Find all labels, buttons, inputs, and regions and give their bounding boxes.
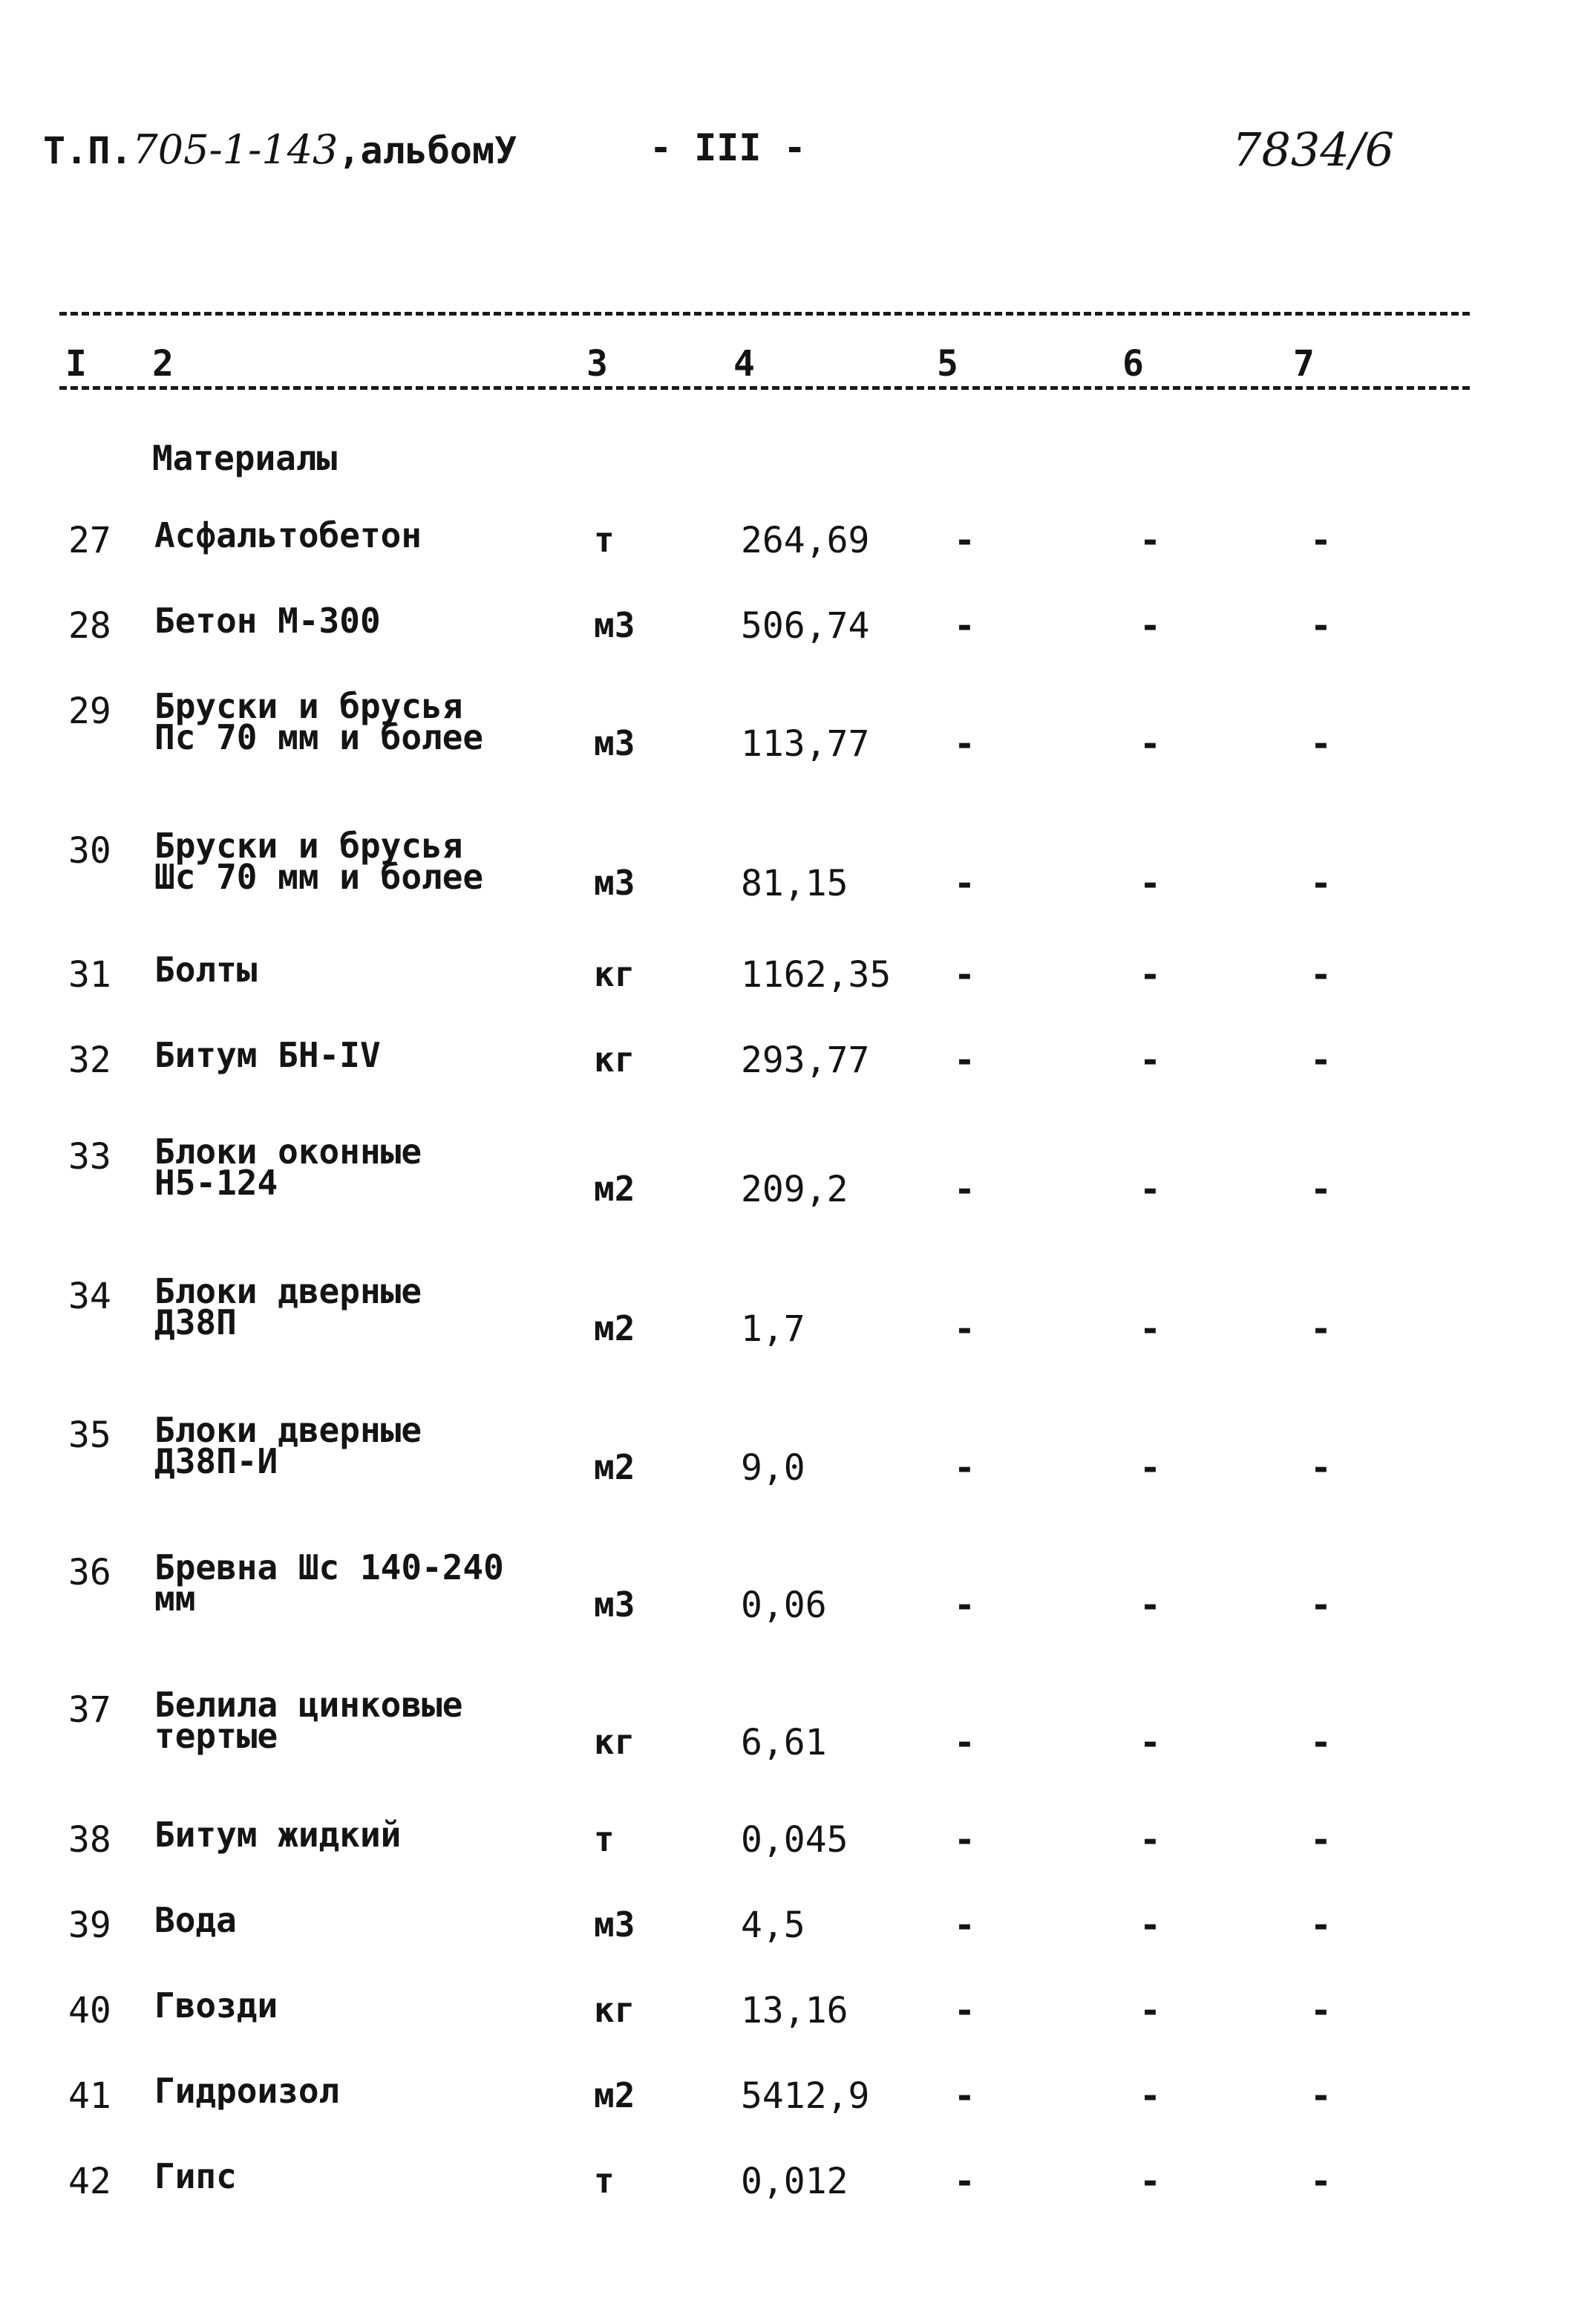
table-row [0,1547,1570,1626]
column-6-cell: - [1139,1990,1161,2031]
column-6-cell: - [1139,2075,1161,2117]
quantity-cell: 209,2 [741,1169,848,1210]
column-6-cell: - [1139,2161,1161,2202]
material-name: Блоки оконные Н5-124 [154,1132,422,1203]
table-row [0,826,1570,904]
material-name: Битум жидкий [154,1815,402,1855]
unit-cell: кг [594,954,635,994]
table-row [0,1685,1570,1763]
material-name: Белила цинковые тертые [154,1685,463,1756]
unit-cell: м3 [594,723,635,763]
unit-cell: м2 [594,1447,635,1487]
unit-cell: м3 [594,1904,635,1945]
table-top-rule [59,312,1470,316]
row-number: 29 [68,691,111,732]
quantity-cell: 506,74 [741,605,870,647]
column-7-cell: - [1310,1722,1332,1763]
column-6-cell: - [1139,520,1161,561]
column-5-cell: - [954,2161,975,2202]
table-row [0,1900,1570,1979]
row-number: 27 [68,520,111,561]
column-6-cell: - [1139,1039,1161,1081]
column-6-cell: - [1139,1904,1161,1946]
unit-cell: кг [594,1722,635,1762]
column-6-cell: - [1139,954,1161,996]
column-5-cell: - [954,863,975,904]
material-name: Болты [154,950,258,990]
row-number: 39 [68,1904,111,1946]
quantity-cell: 1,7 [741,1308,805,1350]
column-7-cell: - [1310,1584,1332,1626]
table-row [0,2071,1570,2150]
project-number: 705-1-143 [132,126,338,173]
table-row [0,950,1570,1028]
column-6-cell: - [1139,1169,1161,1210]
material-name: Асфальтобетон [154,515,422,555]
quantity-cell: 13,16 [741,1990,848,2031]
quantity-cell: 1162,35 [741,954,892,996]
row-number: 31 [68,954,111,996]
table-row [0,1271,1570,1350]
table-row [0,2156,1570,2235]
row-number: 32 [68,1039,111,1081]
unit-cell: м2 [594,2075,635,2115]
column-7-cell: - [1310,863,1332,904]
column-6-cell: - [1139,723,1161,765]
material-name: Бетон М-300 [154,601,381,641]
table-row [0,1035,1570,1114]
material-name: Бруски и брусья Пс 70 мм и более [154,686,484,757]
column-5-cell: - [954,2075,975,2117]
quantity-cell: 6,61 [741,1722,827,1763]
column-5-cell: - [954,1904,975,1946]
material-name: Гвозди [154,1985,278,2026]
column-6-cell: - [1139,605,1161,647]
column-5-cell: - [954,1722,975,1763]
material-name: Бруски и брусья Шс 70 мм и более [154,826,484,897]
row-number: 42 [68,2161,111,2202]
unit-cell: кг [594,1990,635,2030]
row-number: 35 [68,1414,111,1456]
table-row [0,601,1570,679]
column-5-cell: - [954,520,975,561]
column-7-cell: - [1310,605,1332,647]
column-number: 2 [152,343,174,385]
column-7-cell: - [1310,2075,1332,2117]
quantity-cell: 0,012 [741,2161,848,2202]
column-7-cell: - [1310,1447,1332,1489]
column-5-cell: - [954,1169,975,1210]
row-number: 38 [68,1819,111,1861]
table-row [0,515,1570,594]
table-row [0,1410,1570,1489]
column-number: I [65,343,87,385]
row-number: 28 [68,605,111,647]
header-prefix: Т.П. [43,129,133,172]
material-name: Гидроизол [154,2071,340,2111]
column-7-cell: - [1310,723,1332,765]
material-name: Битум БН-IV [154,1035,381,1075]
unit-cell: т [594,1819,615,1859]
material-name: Вода [154,1900,237,1940]
column-number: 7 [1293,343,1315,385]
column-5-cell: - [954,1447,975,1489]
column-7-cell: - [1310,520,1332,561]
column-number: 6 [1122,343,1144,385]
column-5-cell: - [954,723,975,765]
quantity-cell: 293,77 [741,1039,870,1081]
quantity-cell: 81,15 [741,863,848,904]
column-5-cell: - [954,605,975,647]
row-number: 34 [68,1276,111,1317]
column-6-cell: - [1139,1819,1161,1861]
unit-cell: м2 [594,1308,635,1348]
table-row [0,1132,1570,1210]
column-7-cell: - [1310,1904,1332,1946]
row-number: 33 [68,1136,111,1178]
column-number: 5 [937,343,958,385]
document-code: 7834/6 [1232,123,1395,177]
page-number: - III - [650,126,806,169]
column-7-cell: - [1310,1308,1332,1350]
row-number: 37 [68,1689,111,1731]
column-5-cell: - [954,1990,975,2031]
row-number: 40 [68,1990,111,2031]
album-label: ,альбомУ [338,129,517,172]
column-number: 3 [586,343,608,385]
column-7-cell: - [1310,1039,1332,1081]
section-title: Материалы [152,438,338,478]
quantity-cell: 113,77 [741,723,870,765]
column-7-cell: - [1310,1169,1332,1210]
unit-cell: м3 [594,863,635,903]
column-7-cell: - [1310,954,1332,996]
row-number: 36 [68,1552,111,1593]
column-5-cell: - [954,954,975,996]
column-number: 4 [733,343,755,385]
unit-cell: т [594,2161,615,2201]
row-number: 41 [68,2075,111,2117]
table-row [0,686,1570,765]
unit-cell: м3 [594,1584,635,1625]
table-row [0,1985,1570,2064]
unit-cell: кг [594,1039,635,1080]
table-header-rule [59,386,1470,390]
unit-cell: т [594,520,615,560]
unit-cell: м3 [594,605,635,645]
material-name: Гипс [154,2156,237,2196]
column-5-cell: - [954,1819,975,1861]
column-5-cell: - [954,1039,975,1081]
column-6-cell: - [1139,863,1161,904]
column-6-cell: - [1139,1584,1161,1626]
header-left [43,126,517,173]
row-number: 30 [68,830,111,872]
quantity-cell: 0,045 [741,1819,848,1861]
column-6-cell: - [1139,1308,1161,1350]
quantity-cell: 4,5 [741,1904,805,1946]
column-7-cell: - [1310,1819,1332,1861]
material-name: Бревна Шс 140-240 мм [154,1547,504,1619]
material-name: Блоки дверные Д38П [154,1271,422,1342]
column-5-cell: - [954,1308,975,1350]
column-7-cell: - [1310,2161,1332,2202]
quantity-cell: 5412,9 [741,2075,870,2117]
table-row [0,1815,1570,1893]
quantity-cell: 264,69 [741,520,870,561]
column-6-cell: - [1139,1447,1161,1489]
column-6-cell: - [1139,1722,1161,1763]
material-name: Блоки дверные Д38П-И [154,1410,422,1481]
quantity-cell: 0,06 [741,1584,827,1626]
column-7-cell: - [1310,1990,1332,2031]
unit-cell: м2 [594,1169,635,1209]
quantity-cell: 9,0 [741,1447,805,1489]
column-5-cell: - [954,1584,975,1626]
